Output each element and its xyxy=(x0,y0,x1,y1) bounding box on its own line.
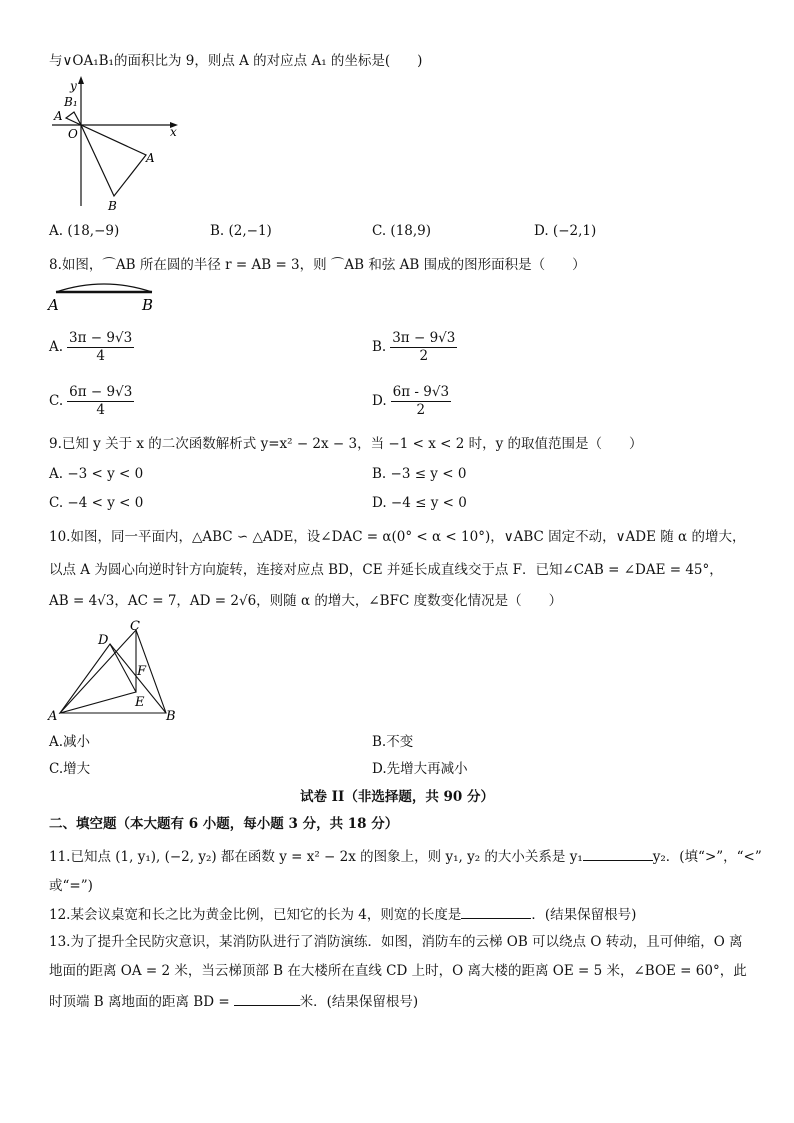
q8-stem: 8.如图，⌒AB 所在圆的半径 r = AB = 3，则 ⌒AB 和弦 AB 围成的图形面积是（ ） xyxy=(49,257,586,273)
q13-answer-blank[interactable] xyxy=(234,991,300,1006)
q10-option-c: C.增大 xyxy=(49,761,91,777)
point-a1-label: A xyxy=(54,109,63,123)
q7-stem-tail: 与∨OA₁B₁的面积比为 9，则点 A 的对应点 A₁ 的坐标是( ) xyxy=(49,53,423,69)
q8-option-d-letter: D. xyxy=(372,393,387,409)
q13-line-1: 13.为了提升全民防灾意识，某消防队进行了消防演练．如图，消防车的云梯 OB 可以绕点 O 转动，且可伸缩，O 离 xyxy=(49,934,743,950)
q8-option-a-letter: A. xyxy=(49,339,64,355)
q10-option-b: B.不变 xyxy=(372,734,414,750)
q7-option-b: B. (2,−1) xyxy=(210,223,272,239)
q9-option-b: B. −3 ≤ y < 0 xyxy=(372,466,467,482)
q10-line-1: 10.如图，同一平面内，△ABC ∽ △ADE，设∠DAC = α(0° < α < 10°)，∨ABC 固定不动，∨ADE 随 α 的增大， xyxy=(49,529,746,545)
q8-point-a-label: A xyxy=(48,296,59,314)
q10-figure xyxy=(44,618,194,724)
q7-option-d: D. (−2,1) xyxy=(534,223,597,239)
q8-option-a-numerator: 3π − 9√3 xyxy=(69,330,133,346)
q9-option-d: D. −4 ≤ y < 0 xyxy=(372,495,467,511)
q8-option-a xyxy=(49,330,134,365)
q8-option-d xyxy=(372,384,451,419)
q7-figure xyxy=(44,76,184,216)
point-a-label: A xyxy=(146,151,155,165)
q12-answer-blank[interactable] xyxy=(461,904,531,919)
q9-option-a: A. −3 < y < 0 xyxy=(49,466,144,482)
q7-option-a: A. (18,−9) xyxy=(49,223,120,239)
section-2-heading: 二、填空题（本大题有 6 小题，每小题 3 分，共 18 分） xyxy=(49,816,399,832)
q7-option-c: C. (18,9) xyxy=(372,223,432,239)
q12-stem: 12.某会议桌宽和长之比为黄金比例，已知它的长为 4，则宽的长度是 xyxy=(49,907,462,923)
q10-point-e-label: E xyxy=(135,695,145,710)
q13-note: 米．(结果保留根号) xyxy=(299,994,419,1010)
q12-line xyxy=(49,904,636,924)
q11-line-1 xyxy=(49,846,762,866)
q8-option-b-numerator: 3π − 9√3 xyxy=(392,330,456,346)
q10-point-a-label: A xyxy=(48,709,58,724)
paper-2-title: 试卷 II（非选择题，共 90 分） xyxy=(299,789,495,805)
q10-line-2: 以点 A 为圆心向逆时针方向旋转，连接对应点 BD，CE 并延长成直线交于点 F．已知∠CAB = ∠DAE = 45°， xyxy=(49,562,723,578)
q8-option-b xyxy=(372,330,457,365)
q11-answer-blank[interactable] xyxy=(583,846,653,861)
q8-option-c xyxy=(49,384,134,419)
q11-stem-tail: y₂．(填“>”，“<” xyxy=(652,849,762,865)
q10-option-a: A.减小 xyxy=(49,734,91,750)
q11-line-2: 或“=”) xyxy=(49,878,93,894)
x-axis-label: x xyxy=(170,125,177,139)
q10-point-b-label: B xyxy=(166,709,176,724)
q10-option-d: D.先增大再减小 xyxy=(372,761,468,777)
q10-line-3: AB = 4√3，AC = 7，AD = 2√6，则随 α 的增大，∠BFC 度数变化情况是（ ） xyxy=(49,593,563,609)
q10-point-f-label: F xyxy=(137,664,147,679)
y-axis-label: y xyxy=(70,79,77,93)
q8-option-b-letter: B. xyxy=(372,339,387,355)
point-b1-label: B₁ xyxy=(64,95,78,109)
q8-point-b-label: B xyxy=(142,296,154,314)
q8-option-c-letter: C. xyxy=(49,393,64,409)
q9-option-c: C. −4 < y < 0 xyxy=(49,495,144,511)
q8-figure xyxy=(44,278,164,314)
q8-option-d-denominator: 2 xyxy=(416,402,426,418)
q13-stem: 时顶端 B 离地面的距离 BD = xyxy=(49,994,230,1010)
q13-line-2: 地面的距离 OA = 2 米，当云梯顶部 B 在大楼所在直线 CD 上时，O 离大楼的距离 OE = 5 米，∠BOE = 60°，此 xyxy=(49,963,747,979)
q11-stem: 11.已知点 (1, y₁), (−2, y₂) 都在函数 y = x² − 2x 的图象上，则 y₁, y₂ 的大小关系是 y₁ xyxy=(49,849,583,865)
q8-option-c-denominator: 4 xyxy=(96,402,105,418)
q9-stem: 9.已知 y 关于 x 的二次函数解析式 y=x² − 2x − 3，当 −1 < x < 2 时，y 的取值范围是（ ） xyxy=(49,436,643,452)
q12-note: ．(结果保留根号) xyxy=(531,907,637,923)
q8-option-a-denominator: 4 xyxy=(96,348,105,364)
q8-option-c-numerator: 6π − 9√3 xyxy=(69,384,133,400)
q10-point-d-label: D xyxy=(98,633,109,648)
q10-point-c-label: C xyxy=(130,619,140,634)
q13-line-3 xyxy=(49,991,418,1011)
origin-label: O xyxy=(68,127,78,141)
q8-option-b-denominator: 2 xyxy=(419,348,429,364)
point-b-label: B xyxy=(108,199,117,213)
q8-option-d-numerator: 6π - 9√3 xyxy=(392,384,450,400)
